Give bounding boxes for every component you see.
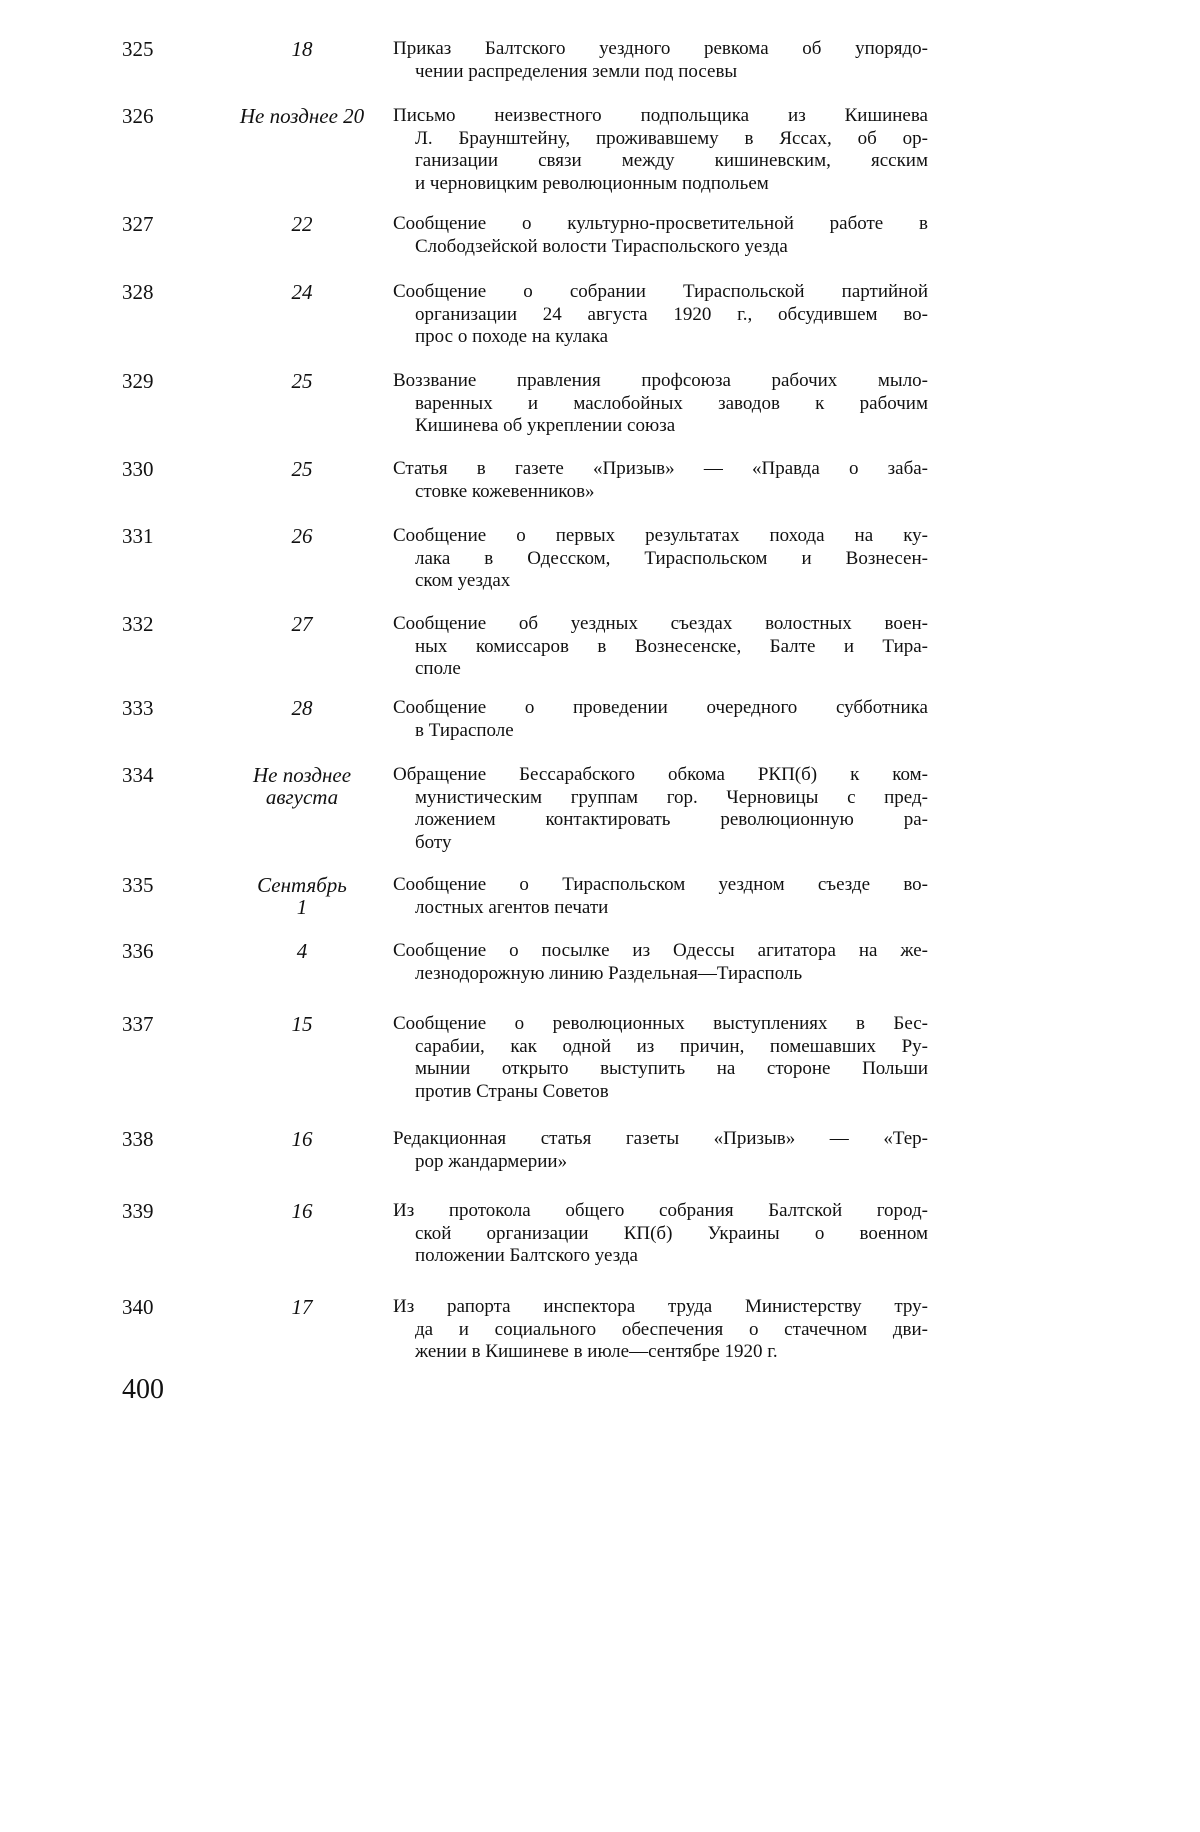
entry-description-line: Сообщение о собрании Тираспольской партийной <box>393 281 928 302</box>
entry-description-line: ской организации КП(б) Украины о военном <box>415 1222 928 1244</box>
entry-description <box>393 458 928 503</box>
entry-description <box>393 764 928 854</box>
entry-description <box>393 697 928 742</box>
entry-date-line: 28 <box>291 696 313 720</box>
entry-date <box>222 764 382 808</box>
entry-date <box>222 697 382 719</box>
entry-description-line: ложением контактировать революционную ра- <box>415 809 928 830</box>
entry-description-line: Из протокола общего собрания Балтской город- <box>393 1200 928 1221</box>
entry-description <box>393 105 928 195</box>
entry-number: 339 <box>122 1199 154 1223</box>
entry-date-line: 26 <box>291 524 313 548</box>
entry-number: 334 <box>122 763 154 787</box>
entry-description-line: ском уездах <box>415 570 511 591</box>
entry-description-line: стовке кожевенников» <box>415 480 595 502</box>
entry-description-line: Приказ Балтского уездного ревкома об упорядо- <box>393 38 928 59</box>
entry-description <box>393 370 928 438</box>
entry-description-line: прос о походе на кулака <box>415 326 609 347</box>
entry-date <box>222 105 382 127</box>
entry-number: 330 <box>122 457 154 481</box>
entry-date <box>222 1200 382 1222</box>
entry-description <box>393 613 928 681</box>
page-number: 400 <box>122 1374 164 1405</box>
entry-description-line: Сообщение о посылке из Одессы агитатора на же- <box>393 940 928 961</box>
entry-date <box>222 38 382 60</box>
entry-description-line: рор жандармерии» <box>415 1150 568 1172</box>
entry-description-line: Сообщение о культурно-просветительной работе в <box>393 213 928 234</box>
entry-date <box>222 874 382 918</box>
entry-description-line: Сообщение о революционных выступлениях в Бес- <box>393 1013 928 1034</box>
entry-number: 337 <box>122 1012 154 1036</box>
entry-date-line: 15 <box>291 1012 313 1036</box>
entry-date-line: августа <box>265 785 339 809</box>
entry-date <box>222 1128 382 1150</box>
entry-description-line: да и социального обеспечения о стачечном дви- <box>415 1318 928 1340</box>
entry-description-line: сарабии, как одной из причин, помешавших Ру- <box>415 1035 928 1057</box>
entry-description <box>393 38 928 83</box>
entry-date <box>222 458 382 480</box>
entry-description-line: Кишинева об укреплении союза <box>415 415 676 436</box>
entry-description-line: организации 24 августа 1920 г., обсудившем во- <box>415 303 928 325</box>
entry-description-line: Статья в газете «Призыв» — «Правда о заба- <box>393 458 928 479</box>
entry-description-line: жении в Кишиневе в июле—сентябре 1920 г. <box>415 1341 778 1362</box>
entry-date-line: Не позднее 20 <box>239 104 365 128</box>
entry-description-line: Сообщение об уездных съездах волостных воен- <box>393 613 928 634</box>
entry-description-line: Обращение Бессарабского обкома РКП(б) к ком- <box>393 764 928 785</box>
entry-date <box>222 525 382 547</box>
entry-description-line: споле <box>415 658 461 679</box>
entry-date-line: 25 <box>291 369 313 393</box>
entry-date-line: Сентябрь <box>257 873 347 897</box>
entry-date-line: 17 <box>291 1295 313 1319</box>
entry-description <box>393 940 928 985</box>
entry-date-line: 16 <box>291 1199 313 1223</box>
entry-description-line: Из рапорта инспектора труда Министерству тру- <box>393 1296 928 1317</box>
entry-description-line: мынии открыто выступить на стороне Польши <box>415 1058 928 1079</box>
entry-description <box>393 1200 928 1268</box>
entry-date <box>222 281 382 303</box>
entry-description <box>393 1296 928 1364</box>
entry-number: 332 <box>122 612 154 636</box>
entry-description-line: и черновицким революционным подпольем <box>415 172 769 194</box>
entry-description-line: лака в Одесском, Тираспольском и Вознесен- <box>415 547 928 569</box>
entry-date <box>222 213 382 235</box>
entry-date-line: 25 <box>291 457 313 481</box>
entry-description-line: Сообщение о первых результатах похода на ку- <box>393 525 928 546</box>
entry-description-line: чении распределения земли под посевы <box>415 60 738 82</box>
entry-number: 328 <box>122 280 154 304</box>
entry-description-line: положении Балтского уезда <box>415 1245 638 1266</box>
entry-number: 325 <box>122 37 154 61</box>
entry-number: 338 <box>122 1127 154 1151</box>
entry-number: 335 <box>122 873 154 897</box>
entry-date-line: 1 <box>296 895 308 919</box>
entry-number: 331 <box>122 524 154 548</box>
entry-description <box>393 525 928 593</box>
entry-date-line: 22 <box>291 212 313 236</box>
entry-date-line: 4 <box>296 939 308 963</box>
entry-description-line: Редакционная статья газеты «Призыв» — «Тер- <box>393 1128 928 1149</box>
entry-number: 340 <box>122 1295 154 1319</box>
entry-description-line: ганизации связи между кишиневским, ясским <box>415 150 928 171</box>
entry-date <box>222 1296 382 1318</box>
entry-date <box>222 1013 382 1035</box>
entry-number: 326 <box>122 104 154 128</box>
entry-description <box>393 1128 928 1173</box>
entry-date-line: 18 <box>291 37 313 61</box>
entry-date-line: 27 <box>291 612 313 636</box>
entry-description <box>393 1013 928 1103</box>
entry-date-line: 24 <box>291 280 313 304</box>
entry-description <box>393 281 928 349</box>
entry-description-line: Слободзейской волости Тираспольского уезда <box>415 235 788 257</box>
entry-description-line: Воззвание правления профсоюза рабочих мыло- <box>393 370 928 391</box>
entry-description-line: лостных агентов печати <box>415 896 609 918</box>
entry-description-line: ных комиссаров в Вознесенске, Балте и Тира- <box>415 635 928 657</box>
entry-number: 327 <box>122 212 154 236</box>
entry-description-line: в Тирасполе <box>415 719 514 741</box>
entry-description-line: против Страны Советов <box>415 1080 609 1102</box>
entry-date-line: 16 <box>291 1127 313 1151</box>
entry-description-line: варенных и маслобойных заводов к рабочим <box>415 392 928 414</box>
entry-description <box>393 213 928 258</box>
entry-description-line: Письмо неизвестного подпольщика из Кишинева <box>393 105 928 126</box>
entry-number: 329 <box>122 369 154 393</box>
entry-description-line: лезнодорожную линию Раздельная—Тирасполь <box>415 962 803 984</box>
entry-description-line: Л. Браунштейну, проживавшему в Яссах, об ор- <box>415 127 928 149</box>
entry-description-line: мунистическим группам гор. Черновицы с пред- <box>415 786 928 808</box>
entry-description-line: Сообщение о проведении очередного субботника <box>393 697 928 718</box>
entry-description-line: боту <box>415 831 452 853</box>
entry-number: 336 <box>122 939 154 963</box>
entry-description <box>393 874 928 919</box>
entry-date <box>222 370 382 392</box>
entry-date <box>222 613 382 635</box>
entry-date <box>222 940 382 962</box>
entry-date-line: Не позднее <box>252 763 352 787</box>
entry-description-line: Сообщение о Тираспольском уездном съезде во- <box>393 874 928 895</box>
entry-number: 333 <box>122 696 154 720</box>
